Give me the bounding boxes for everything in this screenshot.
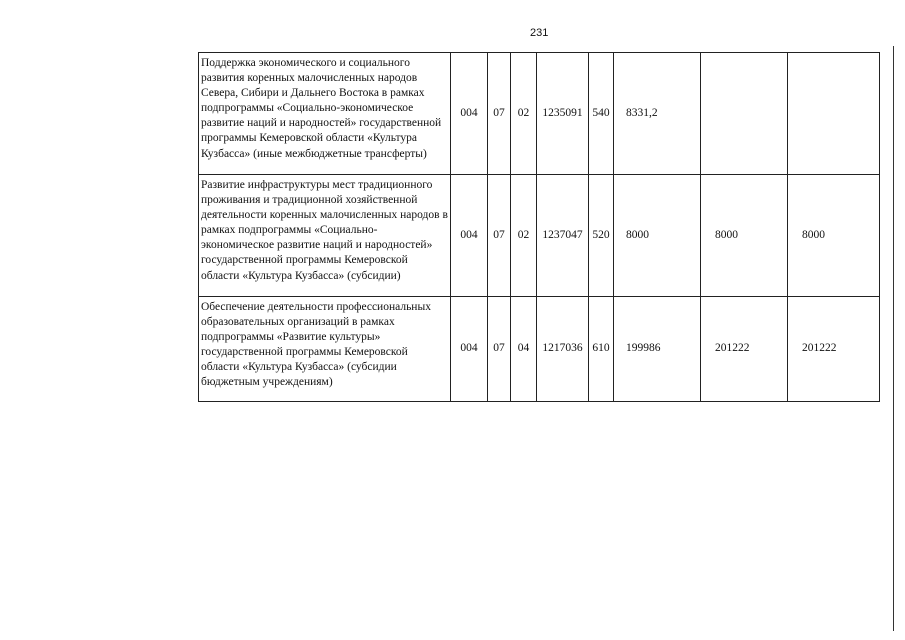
ministry-code: 004 (451, 175, 488, 297)
subsection-code: 02 (511, 53, 537, 175)
expense-type-code: 540 (589, 53, 614, 175)
row-description: Обеспечение деятельности профессиональных образовательных организаций в рамках подпрограммы «Развитие культуры» государственной программы Кемеровской области «Культура Кузбасса» (субсидии бюджетным учреждениям) (199, 297, 451, 402)
amount-year-1: 199986 (614, 297, 701, 402)
row-description: Поддержка экономического и социального развития коренных малочисленных народов Севера, Сибири и Дальнего Востока в рамках подпрограммы «Социально-экономическое развитие наций и народностей» государственной программы Кемеровской области «Культура Кузбасса» (иные межбюджетные трансферты) (199, 53, 451, 175)
table-row (199, 53, 880, 175)
amount-year-1: 8000 (614, 175, 701, 297)
subsection-code: 02 (511, 175, 537, 297)
expense-type-code: 520 (589, 175, 614, 297)
ministry-code: 004 (451, 297, 488, 402)
section-code: 07 (488, 53, 511, 175)
table-row (199, 175, 880, 297)
row-description: Развитие инфраструктуры мест традиционного проживания и традиционной хозяйственной деятельности коренных малочисленных народов в рамках подпрограммы «Социально-экономическое развитие наций и народностей» государственной программы Кемеровской области «Культура Кузбасса» (субсидии) (199, 175, 451, 297)
amount-year-2: 8000 (701, 175, 788, 297)
amount-year-1: 8331,2 (614, 53, 701, 175)
amount-year-3 (788, 53, 880, 175)
page-number: 231 (530, 27, 549, 39)
subsection-code: 04 (511, 297, 537, 402)
page-edge-line (893, 46, 894, 631)
expense-type-code: 610 (589, 297, 614, 402)
amount-year-2: 201222 (701, 297, 788, 402)
amount-year-3: 8000 (788, 175, 880, 297)
ministry-code: 004 (451, 53, 488, 175)
target-article-code: 1235091 (537, 53, 589, 175)
target-article-code: 1237047 (537, 175, 589, 297)
budget-table (198, 52, 880, 402)
target-article-code: 1217036 (537, 297, 589, 402)
amount-year-2 (701, 53, 788, 175)
section-code: 07 (488, 297, 511, 402)
amount-year-3: 201222 (788, 297, 880, 402)
table-row (199, 297, 880, 402)
section-code: 07 (488, 175, 511, 297)
